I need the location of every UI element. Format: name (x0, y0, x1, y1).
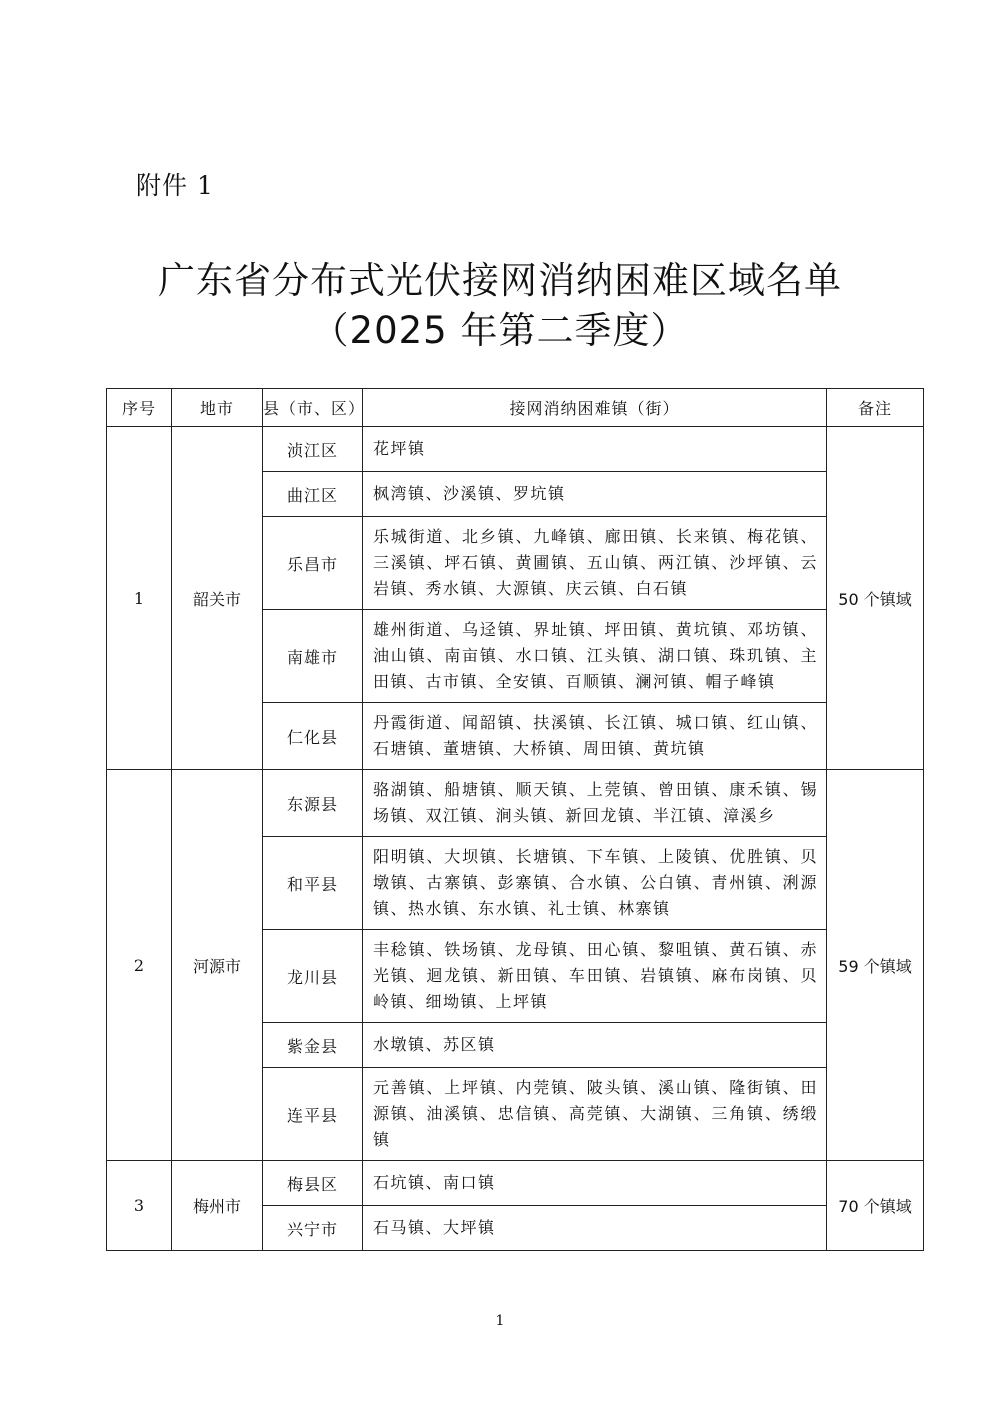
note-cell: 59 个镇域 (827, 770, 924, 1161)
towns-list: 枫湾镇、沙溪镇、罗坑镇 (363, 472, 827, 517)
row-index: 1 (107, 427, 172, 770)
towns-list: 阳明镇、大坝镇、长塘镇、下车镇、上陵镇、优胜镇、贝墩镇、古寨镇、彭寨镇、合水镇、公白镇、青州镇、浰源镇、热水镇、东水镇、礼士镇、林寨镇 (363, 837, 827, 930)
towns-list: 骆湖镇、船塘镇、顺天镇、上莞镇、曾田镇、康禾镇、锡场镇、双江镇、涧头镇、新回龙镇、半江镇、漳溪乡 (363, 770, 827, 837)
towns-list: 乐城街道、北乡镇、九峰镇、廊田镇、长来镇、梅花镇、三溪镇、坪石镇、黄圃镇、五山镇、两江镇、沙坪镇、云岩镇、秀水镇、大源镇、庆云镇、白石镇 (363, 517, 827, 610)
towns-list: 石坑镇、南口镇 (363, 1161, 827, 1206)
county-name: 浈江区 (263, 427, 363, 472)
towns-list: 丰稔镇、铁场镇、龙母镇、田心镇、黎咀镇、黄石镇、赤光镇、迴龙镇、新田镇、车田镇、岩镇镇、麻布岗镇、贝岭镇、细坳镇、上坪镇 (363, 930, 827, 1023)
county-name: 连平县 (263, 1068, 363, 1161)
attachment-label: 附件 1 (136, 171, 214, 200)
header-city: 地市 (172, 389, 263, 427)
table-header-row (107, 389, 924, 427)
header-county: 县（市、区） (263, 389, 363, 427)
note-cell: 50 个镇域 (827, 427, 924, 770)
towns-list: 花坪镇 (363, 427, 827, 472)
towns-list: 雄州街道、乌迳镇、界址镇、坪田镇、黄坑镇、邓坊镇、油山镇、南亩镇、水口镇、江头镇、湖口镇、珠玑镇、主田镇、古市镇、全安镇、百顺镇、澜河镇、帽子峰镇 (363, 610, 827, 703)
towns-list: 水墩镇、苏区镇 (363, 1023, 827, 1068)
city-name: 河源市 (172, 770, 263, 1161)
county-name: 紫金县 (263, 1023, 363, 1068)
document-subtitle: （2025 年第二季度） (311, 309, 689, 352)
towns-list: 丹霞街道、闻韶镇、扶溪镇、长江镇、城口镇、红山镇、石塘镇、董塘镇、大桥镇、周田镇、黄坑镇 (363, 703, 827, 770)
city-name: 梅州市 (172, 1161, 263, 1251)
county-name: 南雄市 (263, 610, 363, 703)
county-name: 和平县 (263, 837, 363, 930)
header-index: 序号 (107, 389, 172, 427)
region-table (106, 388, 924, 1251)
towns-list: 石马镇、大坪镇 (363, 1206, 827, 1251)
header-towns: 接网消纳困难镇（街） (363, 389, 827, 427)
towns-list: 元善镇、上坪镇、内莞镇、陂头镇、溪山镇、隆街镇、田源镇、油溪镇、忠信镇、高莞镇、大湖镇、三角镇、绣缎镇 (363, 1068, 827, 1161)
document-title: 广东省分布式光伏接网消纳困难区域名单 (158, 259, 842, 302)
county-name: 乐昌市 (263, 517, 363, 610)
county-name: 曲江区 (263, 472, 363, 517)
table-row (107, 770, 924, 837)
note-cell: 70 个镇域 (827, 1161, 924, 1251)
table-row (107, 1161, 924, 1206)
row-index: 2 (107, 770, 172, 1161)
city-name: 韶关市 (172, 427, 263, 770)
county-name: 梅县区 (263, 1161, 363, 1206)
county-name: 仁化县 (263, 703, 363, 770)
header-note: 备注 (827, 389, 924, 427)
row-index: 3 (107, 1161, 172, 1251)
county-name: 兴宁市 (263, 1206, 363, 1251)
page-number: 1 (495, 1313, 505, 1329)
county-name: 东源县 (263, 770, 363, 837)
table-row (107, 427, 924, 472)
county-name: 龙川县 (263, 930, 363, 1023)
